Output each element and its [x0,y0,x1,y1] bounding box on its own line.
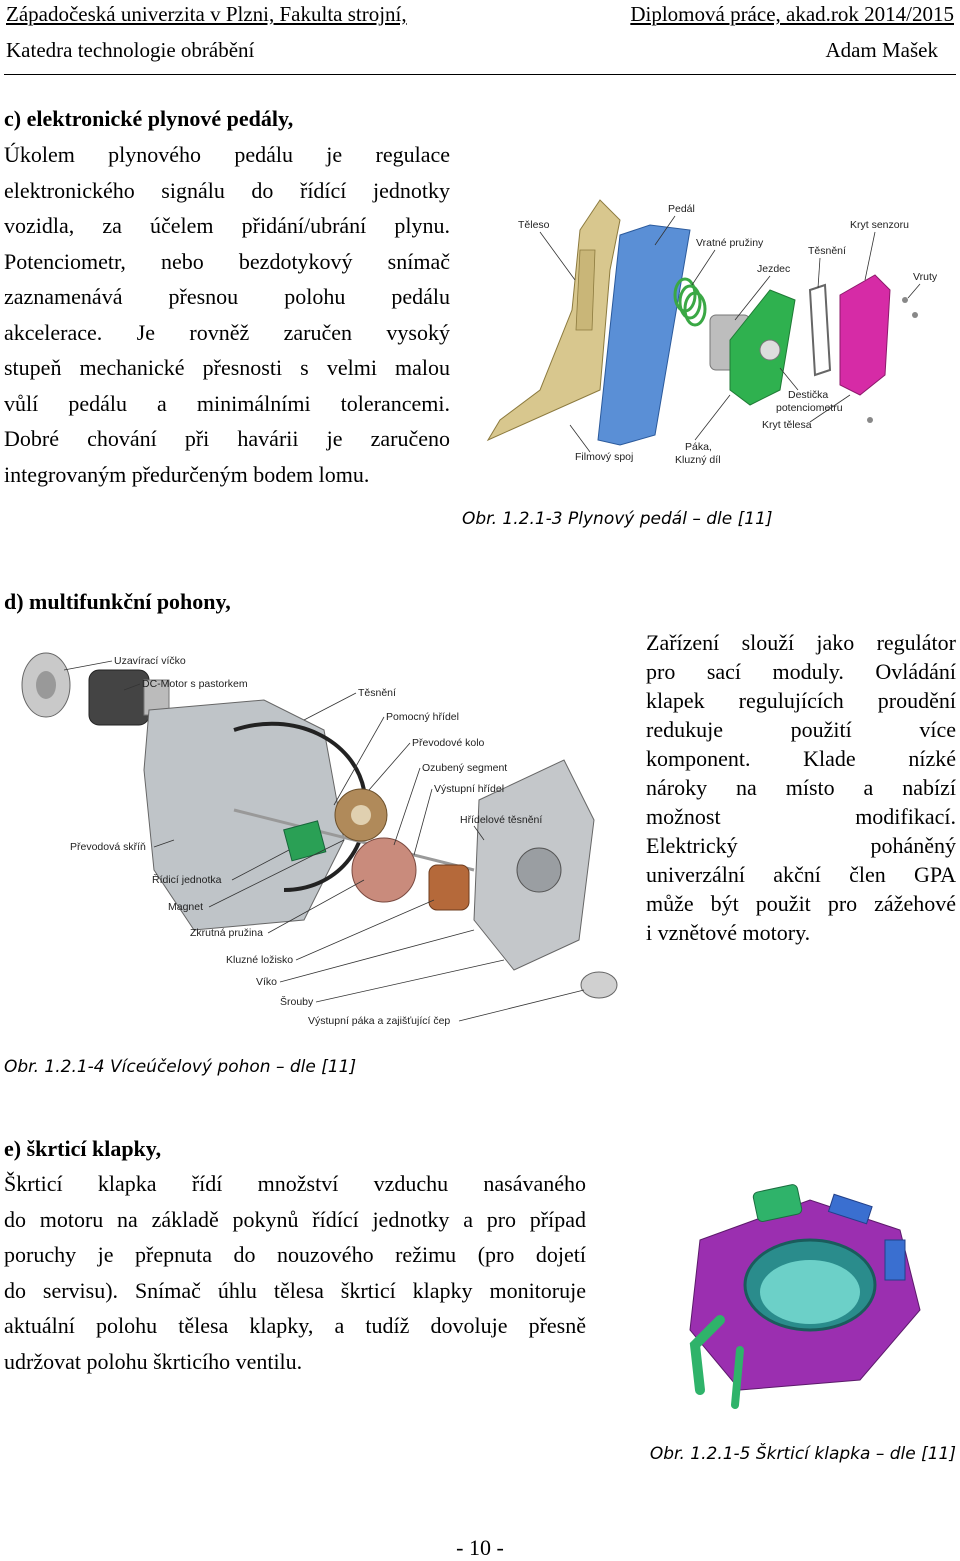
text-line: Zařízení slouží jako regulátor [646,630,956,655]
label-ozubeny-segment: Ozubený segment [422,762,508,774]
text-line: stupeň mechanické přesnosti s velmi malou [4,355,450,380]
label-ridici-jednotka: Řídicí jednotka [152,874,222,886]
label-desticka-2: potenciometru [776,402,843,414]
label-kryt-senzoru: Kryt senzoru [850,219,909,231]
header-right-bottom: Adam Mašek [825,38,938,62]
section-c-heading: c) elektronické plynové pedály, [4,106,294,131]
text-line: elektronického signálu do řídící jednotky [4,177,450,203]
sliding-bearing [429,865,469,910]
text-line: do servisu). Snímač úhlu tělesa škrticí klapky monitoruje [4,1277,586,1303]
text-line: Elektrický poháněný [646,833,956,858]
text-line: komponent. Klade nízké [646,746,956,771]
page-number: - 10 - [456,1535,504,1560]
label-tesneni: Těsnění [358,687,396,699]
label-viko: Víko [256,976,278,988]
text-line: Škrticí klapka řídí množství vzduchu nasávaného [4,1171,586,1196]
label-magnet: Magnet [168,901,204,913]
text-line: Potenciometr, nebo bezdotykový snímač [4,248,450,274]
text-line: akcelerace. Je rovněž zaručen vysoký [4,319,450,345]
actuator-figure [4,640,624,1032]
header-right-top: Diplomová práce, akad.rok 2014/2015 [630,2,954,26]
label-prevodove-kolo: Převodové kolo [412,737,485,749]
header-left-top: Západočeská univerzita v Plzni, Fakulta strojní, [6,2,407,26]
seal-loop [810,285,830,375]
label-filmovy-spoj: Filmový spoj [575,451,634,463]
label-zkrutna-pruzina: Zkrutná pružina [190,927,263,939]
text-line: redukuje použití více [646,717,956,742]
label-prevodova-skrin: Převodová skříň [70,841,146,853]
text-line: udržovat polohu škrticího ventilu. [4,1348,303,1374]
label-vystupni-paka: Výstupní páka a zajišťující čep [308,1015,451,1027]
text-line: vozidla, za účelem přidání/ubrání plynu. [4,213,450,238]
pedal-illustration [480,190,950,475]
figure-caption-actuator: Obr. 1.2.1-4 Víceúčelový pohon – dle [11] [4,1057,357,1077]
text-line: integrovaným předurčeným bodem lomu. [4,461,370,487]
section-e-paragraph [4,1166,586,1379]
label-vruty: Vruty [913,271,938,283]
text-line: aktuální polohu tělesa klapky, a tudíž dovoluje přesně [4,1313,586,1338]
label-pomocny-hridel: Pomocný hřídel [386,711,459,723]
label-paka-2: Kluzný díl [675,454,721,466]
label-tesneni: Těsnění [808,245,846,257]
text-line: poruchy je přepnuta do nouzového režimu (pro dojetí [4,1242,586,1267]
pedal-figure [480,190,950,475]
label-uzaviraci-vicko: Uzavírací víčko [114,655,186,667]
text-line: Dobré chování při havárii je zaručeno [4,426,450,451]
label-kryt-telesa: Kryt tělesa [762,419,812,431]
label-pedal: Pedál [668,203,695,215]
label-paka-1: Páka, [685,441,712,453]
gearbox-housing [144,700,344,930]
label-teleso: Těleso [518,219,550,231]
text-line: zaznamenává přesnou polohu pedálu [4,284,450,309]
text-line: vůlí pedálu a minimálními tolerancemi. [4,390,450,416]
text-line: i vznětové motory. [646,920,811,945]
pedal-housing [488,200,620,440]
section-d-heading: d) multifunkční pohony, [4,589,231,614]
actuator-illustration [4,640,624,1032]
text-line: klapek regulujících proudění [646,688,956,713]
text-line: nároky na místo a nabízí [646,775,956,800]
text-line: možnost modifikací. [646,804,956,829]
label-dc-motor: DC-Motor s pastorkem [142,678,248,690]
header-left-bottom: Katedra technologie obrábění [6,38,255,62]
text-line: Úkolem plynového pedálu je regulace [4,142,450,167]
header-rule [4,74,956,75]
figure-caption-throttle: Obr. 1.2.1-5 Škrticí klapka – dle [11] [649,1444,956,1464]
throttle-figure [660,1180,930,1410]
figure-caption-pedal: Obr. 1.2.1-3 Plynový pedál – dle [11] [462,509,773,529]
section-e-heading: e) škrticí klapky, [4,1136,162,1161]
label-desticka-1: Destička [788,389,829,401]
sensor-cover [840,275,890,395]
label-jezdec: Jezdec [757,263,791,275]
throttle-illustration [660,1180,930,1410]
text-line: do motoru na základě pokynů řídící jednotky a pro případ [4,1206,586,1232]
text-line: univerzální akční člen GPA [646,862,956,887]
label-vystupni-hridel: Výstupní hřídel [434,783,505,795]
label-srouby: Šrouby [280,996,314,1008]
gear-segment [352,838,416,902]
label-hridelove-tesneni: Hřídelové těsnění [460,814,543,826]
label-kluzne-lozisko: Kluzné ložisko [226,954,294,966]
label-vratne-pruziny: Vratné pružiny [696,237,764,249]
dc-motor [89,670,149,725]
output-lever [581,972,617,998]
text-line: pro sací moduly. Ovládání [646,659,956,684]
text-line: může být použit pro zážehové [646,891,956,916]
section-d-paragraph [646,628,956,947]
section-c-paragraph [4,137,450,492]
